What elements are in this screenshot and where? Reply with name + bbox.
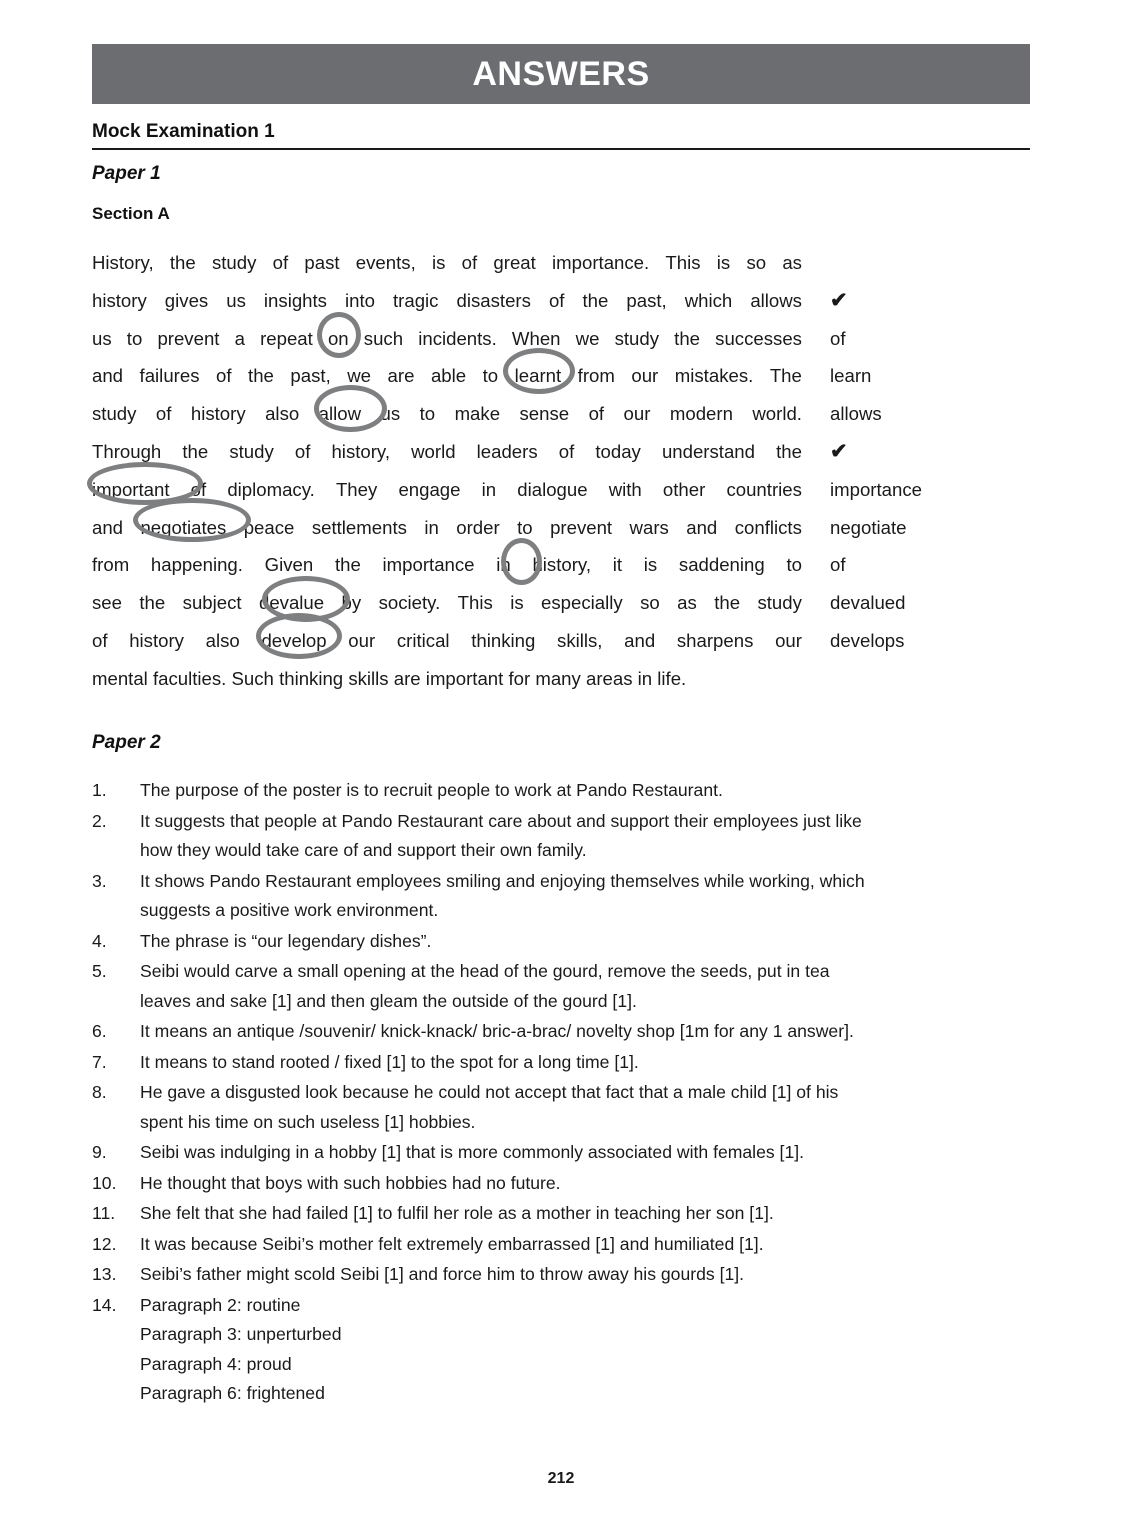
list-item: [92, 927, 1030, 957]
editing-passage: [92, 244, 802, 698]
w: we: [575, 327, 600, 349]
w: critical: [396, 629, 450, 651]
item-line: The purpose of the poster is to recruit people to work at Pando Restaurant.: [140, 780, 723, 800]
correction-item: allows: [830, 403, 882, 425]
item-number: 1.: [92, 780, 107, 800]
w: also: [205, 629, 240, 651]
w: tragic: [393, 289, 439, 311]
w: world: [411, 440, 456, 462]
correction-item: learn: [830, 365, 872, 387]
list-item: [92, 1078, 1030, 1137]
w: and: [92, 516, 124, 538]
correction-item: ✔: [830, 439, 848, 463]
w: and: [92, 365, 124, 387]
list-item: [92, 1048, 1030, 1078]
w: world.: [752, 403, 802, 425]
w: allows: [750, 289, 802, 311]
w: incidents.: [418, 327, 497, 349]
w: sense: [519, 403, 570, 425]
w: happening.: [150, 554, 243, 576]
item-line: Paragraph 6: frightened: [140, 1383, 325, 1403]
circled-word-important: important: [92, 478, 170, 500]
item-text: [140, 807, 1030, 866]
circled-word-learnt: learnt: [514, 365, 562, 387]
item-text: [140, 1230, 1030, 1260]
item-text: [140, 776, 1030, 806]
w: prevent: [157, 327, 220, 349]
w: failures: [139, 365, 200, 387]
w: from: [92, 554, 130, 576]
w: the: [139, 592, 166, 614]
item-text: [140, 927, 1030, 957]
item-text: [140, 867, 1030, 926]
w: conflicts: [734, 516, 802, 538]
circled-word-negotiates: negotiates: [140, 516, 227, 538]
w: we: [347, 365, 372, 387]
w: the: [182, 440, 209, 462]
w: of: [548, 289, 565, 311]
w: skills,: [557, 629, 603, 651]
w: of: [92, 629, 108, 651]
w: so: [746, 252, 767, 273]
w: history: [92, 289, 147, 311]
w: mental faculties. Such thinking skills are important for many areas in life.: [92, 667, 687, 689]
w: understand: [661, 440, 755, 462]
passage-line: [92, 546, 802, 584]
passage-line: [92, 509, 802, 547]
item-number: 14.: [92, 1294, 117, 1315]
paper-2-heading: Paper 2: [92, 732, 161, 753]
w: us: [380, 403, 401, 425]
circled-word-allow: allow: [318, 403, 362, 425]
item-line: Paragraph 2: routine: [140, 1294, 301, 1315]
item-number: 5.: [92, 961, 107, 981]
item-line: spent his time on such useless [1] hobbies.: [140, 1111, 476, 1132]
w: history: [129, 629, 184, 651]
w: of: [294, 440, 311, 462]
w: study: [757, 592, 802, 614]
item-number: 12.: [92, 1233, 117, 1254]
item-text: [140, 1078, 1030, 1137]
section-a-heading: Section A: [92, 204, 170, 223]
w: sharpens: [676, 629, 754, 651]
item-line: Seibi’s father might scold Seibi [1] and force him to throw away his gourds [1].: [140, 1264, 745, 1284]
correction-item: devalued: [830, 592, 906, 614]
answers-banner: [92, 44, 1030, 104]
w: mistakes.: [674, 365, 754, 387]
w: study: [92, 403, 137, 425]
w: able: [430, 365, 467, 387]
w: of: [216, 365, 232, 387]
w: into: [345, 289, 375, 311]
paper-2-answer-list: [92, 776, 1030, 1410]
w: The: [769, 365, 802, 387]
correction-item: importance: [830, 478, 922, 500]
item-text: [140, 1291, 1030, 1409]
item-number: 11.: [92, 1203, 116, 1223]
w: of: [588, 403, 605, 425]
w: insights: [263, 289, 327, 311]
w: gives: [164, 289, 209, 311]
w: of: [155, 403, 172, 425]
w: and: [624, 629, 656, 651]
w: importance.: [552, 252, 650, 273]
w: settlements: [311, 516, 407, 538]
passage-line: [92, 584, 802, 622]
w: make: [454, 403, 501, 425]
section-a-body: [92, 244, 1030, 694]
correction-item: ✔: [830, 288, 848, 312]
w: our: [623, 403, 651, 425]
w: the: [582, 289, 609, 311]
w: disasters: [456, 289, 531, 311]
w: History,: [92, 252, 154, 273]
w: thinking: [471, 629, 536, 651]
w: engage: [398, 478, 461, 500]
passage-line: [92, 282, 802, 320]
item-text: [140, 1260, 1030, 1290]
w: today: [595, 440, 641, 462]
list-item: [92, 1230, 1030, 1260]
w: in: [424, 516, 439, 538]
list-item: [92, 776, 1030, 806]
list-item: [92, 1169, 1030, 1199]
item-number: 13.: [92, 1264, 117, 1284]
w: importance: [382, 554, 475, 576]
circled-word-on: on: [327, 327, 349, 349]
item-text: [140, 1017, 1030, 1047]
passage-line: [92, 357, 802, 395]
item-line: It shows Pando Restaurant employees smiling and enjoying themselves while working, which: [140, 870, 865, 891]
w: dialogue: [517, 478, 588, 500]
item-text: [140, 1199, 1030, 1229]
w: history: [190, 403, 246, 425]
w: is: [643, 554, 658, 576]
w: us: [92, 327, 112, 349]
item-text: [140, 1048, 1030, 1078]
w: our: [631, 365, 659, 387]
w: past,: [626, 289, 667, 311]
item-number: 8.: [92, 1082, 107, 1102]
item-line: Seibi was indulging in a hobby [1] that is more commonly associated with females [1].: [140, 1142, 805, 1162]
w: countries: [726, 478, 802, 500]
w: events,: [355, 252, 416, 273]
w: to: [126, 327, 143, 349]
w: is: [431, 252, 446, 273]
item-line: It was because Seibi’s mother felt extremely embarrassed [1] and humiliated [1].: [140, 1233, 764, 1254]
w: the: [248, 365, 274, 387]
w: our: [348, 629, 376, 651]
w: the: [334, 554, 361, 576]
item-line: It suggests that people at Pando Restaurant care about and support their employees just like: [140, 810, 862, 831]
list-item: [92, 807, 1030, 866]
passage-line: [92, 433, 802, 471]
answers-banner-title: ANSWERS: [472, 55, 650, 93]
item-text: [140, 1138, 1030, 1168]
w: other: [662, 478, 706, 500]
item-line: It means to stand rooted / fixed [1] to the spot for a long time [1].: [140, 1051, 639, 1072]
w: a: [234, 327, 245, 349]
correction-item: develops: [830, 629, 905, 651]
list-item: [92, 1291, 1030, 1409]
item-line: It means an antique /souvenir/ knick-knack/ bric-a-brac/ novelty shop [1m for any 1 answer].: [140, 1021, 854, 1041]
correction-spacer: [830, 244, 1030, 282]
w: study: [614, 327, 660, 349]
item-number: 2.: [92, 810, 107, 831]
w: as: [677, 592, 697, 614]
list-item: [92, 957, 1030, 1016]
page-number: 212: [547, 1470, 575, 1487]
item-text: [140, 1169, 1030, 1199]
circled-word-develop: develop: [261, 629, 327, 651]
w: study: [211, 252, 257, 273]
w: us: [226, 289, 246, 311]
passage-line: [92, 622, 802, 660]
w: history,: [331, 440, 391, 462]
w: of: [461, 252, 478, 273]
w: the: [714, 592, 741, 614]
w: of: [558, 440, 575, 462]
w: our: [775, 629, 802, 651]
list-item: [92, 1260, 1030, 1290]
item-line: how they would take care of and support their own family.: [140, 840, 587, 860]
passage-line: [92, 320, 802, 358]
w: which: [684, 289, 733, 311]
w: modern: [669, 403, 733, 425]
item-line: leaves and sake [1] and then gleam the outside of the gourd [1].: [140, 990, 637, 1011]
w: successes: [715, 327, 802, 349]
w: to: [419, 403, 436, 425]
item-number: 7.: [92, 1051, 107, 1072]
w: it: [612, 554, 623, 576]
w: in: [481, 478, 497, 500]
item-line: Paragraph 3: unperturbed: [140, 1324, 342, 1344]
w: peace: [243, 516, 295, 538]
w: as: [782, 252, 802, 273]
w: is: [510, 592, 524, 614]
w: study: [229, 440, 274, 462]
w: When: [511, 327, 561, 349]
w: such: [363, 327, 404, 349]
w: especially: [541, 592, 623, 614]
w: also: [265, 403, 300, 425]
w: with: [608, 478, 642, 500]
item-number: 10.: [92, 1172, 117, 1193]
correction-item: negotiate: [830, 516, 907, 538]
w: prevent: [550, 516, 613, 538]
w: saddening: [678, 554, 765, 576]
w: wars: [629, 516, 669, 538]
mock-examination-heading: Mock Examination 1: [92, 121, 1030, 150]
w: of: [190, 478, 207, 500]
w: the: [674, 327, 701, 349]
correction-item: of: [830, 327, 846, 349]
passage-line: [92, 395, 802, 433]
w: diplomacy.: [227, 478, 315, 500]
w: so: [640, 592, 660, 614]
w: past: [304, 252, 340, 273]
w: to: [517, 516, 533, 538]
w: This: [665, 252, 701, 273]
item-line: Paragraph 4: proud: [140, 1353, 292, 1374]
w: are: [387, 365, 415, 387]
w: of: [272, 252, 289, 273]
w: Given: [264, 554, 314, 576]
correction-item: of: [830, 554, 846, 576]
w: from: [577, 365, 615, 387]
w: and: [686, 516, 718, 538]
item-line: He thought that boys with such hobbies had no future.: [140, 1172, 561, 1193]
list-item: [92, 1199, 1030, 1229]
item-number: 9.: [92, 1142, 107, 1162]
passage-line-inner: [92, 244, 802, 282]
passage-line: [92, 471, 802, 509]
w: This: [457, 592, 493, 614]
w: great: [493, 252, 536, 273]
w: to: [786, 554, 802, 576]
item-text: [140, 957, 1030, 1016]
passage-line: [92, 244, 802, 282]
item-number: 6.: [92, 1021, 107, 1041]
paper-1-heading: Paper 1: [92, 163, 161, 184]
w: history,: [532, 554, 591, 576]
item-line: Seibi would carve a small opening at the head of the gourd, remove the seeds, put in tea: [140, 961, 830, 981]
item-line: She felt that she had failed [1] to fulfil her role as a mother in teaching her son [1].: [140, 1203, 774, 1223]
w: order: [456, 516, 500, 538]
item-number: 4.: [92, 930, 107, 951]
list-item: [92, 1017, 1030, 1047]
w: repeat: [260, 327, 313, 349]
w: the: [169, 252, 196, 273]
w: to: [482, 365, 499, 387]
item-number: 3.: [92, 870, 107, 891]
w: leaders: [476, 440, 538, 462]
w: subject: [182, 592, 242, 614]
w: past,: [290, 365, 331, 387]
item-line: The phrase is “our legendary dishes”.: [140, 930, 432, 951]
item-line: He gave a disgusted look because he could not accept that fact that a male child [1] of his: [140, 1082, 839, 1102]
passage-line: [92, 660, 802, 698]
list-item: [92, 1138, 1030, 1168]
circled-word-devalue: devalue: [258, 592, 325, 614]
w: the: [776, 440, 802, 462]
list-item: [92, 867, 1030, 926]
w: is: [716, 252, 731, 273]
corrections-column: [830, 244, 1030, 660]
w: They: [335, 478, 378, 500]
item-line: suggests a positive work environment.: [140, 900, 439, 920]
w: Through: [92, 440, 162, 462]
w: by: [341, 592, 362, 614]
circled-word-in: in: [496, 554, 511, 576]
w: see: [92, 592, 122, 614]
w: society.: [378, 592, 441, 614]
